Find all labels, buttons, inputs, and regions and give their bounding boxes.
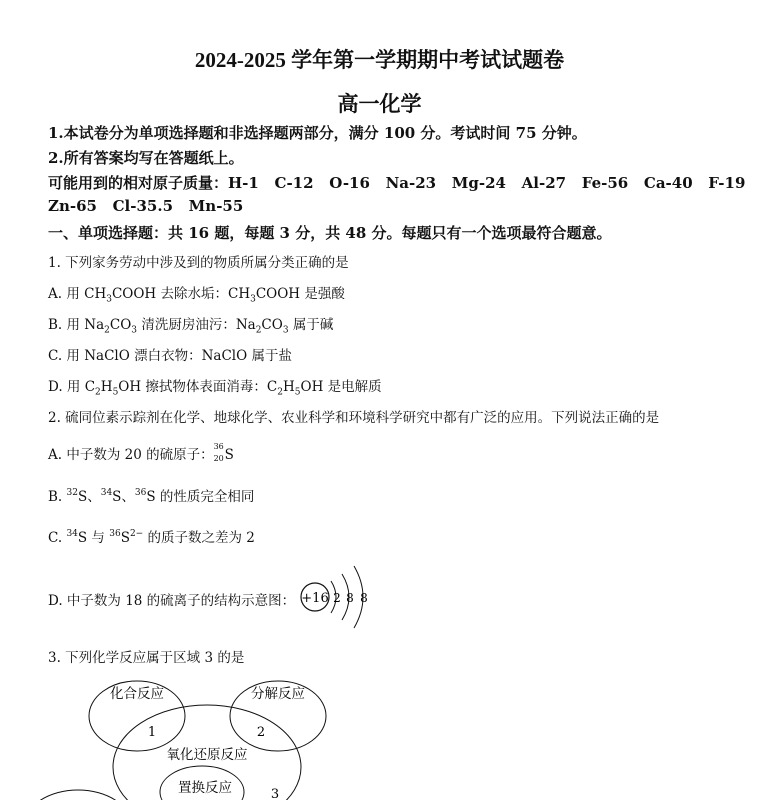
section-heading: 一、单项选择题：共 16 题，每题 3 分，共 48 分。每题只有一个选项最符合题意。: [48, 224, 612, 242]
redox-label: 氧化还原反应: [166, 747, 248, 763]
q1-option-b: B. 用 $Na_2CO_3$ 清洗厨房油污：$Na_2CO_3$ 属于碱: [48, 317, 334, 336]
atomic-masses-line-1: 可能用到的相对原子质量：H-1 C-12 O-16 Na-23 Mg-24 Al-27 Fe-56 Ca-40 F-19: [48, 174, 746, 192]
shell-3-electrons: 8: [360, 591, 368, 605]
shell-2-electrons: 8: [346, 591, 354, 605]
instruction-line-2: 2.所有答案均写在答题纸上。: [48, 149, 244, 167]
combination-label: 化合反应: [110, 686, 164, 702]
region-1-label: 1: [147, 725, 157, 740]
q1-stem: 1. 下列家务劳动中涉及到的物质所属分类正确的是: [48, 255, 349, 271]
q1-option-c: C. 用 NaClO 漂白衣物：NaClO 属于盐: [48, 348, 292, 364]
decomposition-label: 分解反应: [251, 686, 305, 702]
q3-stem: 3. 下列化学反应属于区域 3 的是: [48, 650, 245, 666]
q2-option-b: B. $^{32}$S、$^{34}$S、$^{36}$S 的性质完全相同: [48, 488, 255, 505]
atomic-masses-line-2: Zn-65 Cl-35.5 Mn-55: [48, 197, 244, 215]
sulfide-ion-structure-diagram: [298, 562, 380, 632]
q2-option-d: D. 中子数为 18 的硫离子的结构示意图：: [48, 593, 296, 609]
region-2-label: 2: [256, 725, 266, 740]
displacement-label: 置换反应: [178, 780, 232, 796]
partial-lower-circle: [40, 790, 133, 800]
exam-subject: 高一化学: [337, 92, 422, 116]
region-3-label: 3: [270, 787, 280, 800]
nucleus-charge: +16: [301, 591, 329, 606]
exam-title: 2024-2025 学年第一学期期中考试试题卷: [194, 48, 565, 72]
reaction-type-venn-diagram: [40, 670, 340, 800]
isotope-notation: 36 20: [213, 442, 224, 463]
q2-option-c: C. $^{34}$S 与 $^{36}S^{2-}$ 的质子数之差为 2: [48, 529, 255, 546]
shell-1-electrons: 2: [333, 591, 341, 605]
instruction-line-1: 1.本试卷分为单项选择题和非选择题两部分，满分 100 分。考试时间 75 分钟。: [48, 124, 587, 142]
q2-option-a: A. 中子数为 20 的硫原子： 36 20 S: [48, 442, 234, 463]
q1-option-d: D. 用 $C_2H_5OH$ 擦拭物体表面消毒：$C_2H_5OH$ 是电解质: [48, 379, 382, 398]
q1-option-a: A. 用 $CH_3COOH$ 去除水垢：$CH_3COOH$ 是强酸: [48, 286, 345, 305]
q2-stem: 2. 硫同位素示踪剂在化学、地球化学、农业科学和环境科学研究中都有广泛的应用。下列说法正确的是: [48, 410, 660, 426]
